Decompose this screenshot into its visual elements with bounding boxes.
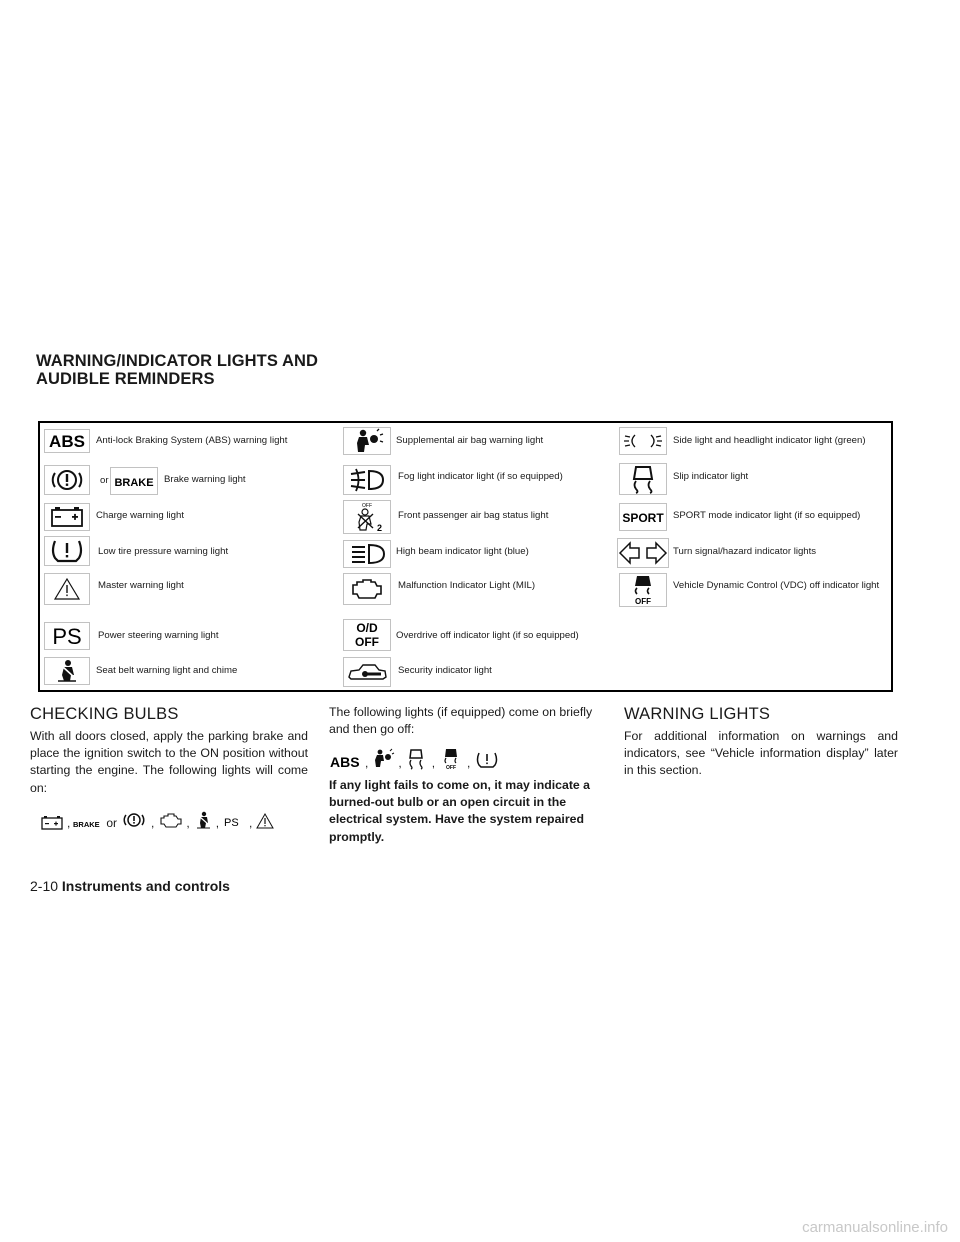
table-label: Fog light indicator light (if so equipped): [398, 471, 563, 482]
security-icon: [343, 657, 391, 687]
table-label: Seat belt warning light and chime: [96, 665, 238, 676]
high-beam-icon: [343, 540, 391, 568]
seat-belt-icon: [193, 810, 213, 830]
table-label: Malfunction Indicator Light (MIL): [398, 580, 536, 591]
abs-icon: [44, 429, 90, 453]
checking-bulbs-paragraph: With all doors closed, apply the parking brake and place the ignition switch to the ON position without starting the engine. The following lights will come on:: [30, 729, 308, 795]
tire-pressure-icon: [473, 750, 501, 770]
section-title: WARNING/INDICATOR LIGHTS AND AUDIBLE REMINDERS: [36, 352, 319, 388]
table-label: Charge warning light: [96, 510, 184, 521]
vdc-off-icon: [619, 573, 667, 607]
master-warning-icon: [44, 573, 90, 605]
table-label: Vehicle Dynamic Control (VDC) off indicator light: [673, 580, 880, 591]
turn-signal-icon: [617, 538, 669, 568]
or-text: or: [100, 475, 109, 486]
chapter-title: Instruments and controls: [61, 878, 230, 894]
airbag-icon: [371, 748, 395, 770]
brake-circle-icon: [44, 465, 90, 495]
briefly-on-icon-row: ABS , , , OFF ,: [330, 748, 501, 770]
svg-text:PS: PS: [52, 624, 82, 649]
table-label: Master warning light: [98, 580, 184, 591]
svg-text:2: 2: [377, 523, 383, 533]
side-light-icon: [619, 427, 667, 455]
table-label: Turn signal/hazard indicator lights: [673, 546, 817, 557]
table-label: Supplemental air bag warning light: [396, 435, 544, 446]
battery-icon: [44, 503, 90, 531]
svg-text:OFF: OFF: [446, 765, 457, 770]
table-label: High beam indicator light (blue): [396, 546, 529, 557]
table-label: Low tire pressure warning light: [98, 546, 229, 557]
svg-text:OFF: OFF: [355, 635, 379, 649]
seat-belt-icon: [44, 657, 90, 685]
table-label: Power steering warning light: [98, 630, 219, 641]
power-steering-icon: [222, 814, 246, 830]
indicator-light-table: [38, 421, 893, 692]
slip-icon: [405, 748, 429, 770]
battery-icon: [40, 814, 64, 830]
table-label: Side light and headlight indicator light (green): [673, 435, 866, 446]
overdrive-off-icon: [343, 619, 391, 651]
svg-text:ABS: ABS: [330, 754, 360, 770]
briefly-on-paragraph: The following lights (if equipped) come on briefly and then go off:: [329, 705, 593, 737]
table-label: Overdrive off indicator light (if so equipped): [396, 630, 579, 641]
brake-circle-icon: [120, 810, 148, 830]
svg-text:OFF: OFF: [362, 503, 372, 509]
svg-text:BRAKE: BRAKE: [73, 820, 101, 829]
abs-icon: [330, 752, 362, 770]
svg-text:SPORT: SPORT: [622, 511, 664, 525]
sport-icon: [619, 503, 667, 531]
table-label: Front passenger air bag status light: [398, 510, 549, 521]
svg-text:O/D: O/D: [356, 621, 378, 635]
page-number: 2-10: [30, 878, 59, 894]
checking-bulbs-heading: CHECKING BULBS: [30, 705, 179, 723]
svg-text:BRAKE: BRAKE: [114, 477, 154, 489]
table-label: Anti-lock Braking System (ABS) warning light: [96, 435, 288, 446]
engine-icon: [157, 810, 183, 830]
table-label: SPORT mode indicator light (if so equipped): [673, 510, 861, 521]
engine-icon: [343, 573, 391, 605]
power-steering-icon: [44, 622, 90, 650]
watermark: carmanualsonline.info: [802, 1219, 948, 1236]
table-label: Brake warning light: [164, 474, 246, 485]
warning-lights-paragraph: For additional information on warnings and indicators, see “Vehicle information display” later in this section.: [624, 729, 898, 778]
page-footer: [30, 878, 230, 894]
failure-warning-paragraph: If any light fails to come on, it may indicate a burned-out bulb or an open circuit in the electrical system. Have the system repaired promptly.: [329, 778, 591, 844]
brake-text-icon: [73, 818, 103, 830]
svg-text:OFF: OFF: [635, 597, 651, 606]
vdc-off-icon: [438, 748, 464, 770]
svg-text:ABS: ABS: [49, 432, 85, 451]
airbag-icon: [343, 427, 391, 455]
master-warning-icon: [255, 812, 275, 830]
table-label: Slip indicator light: [673, 471, 749, 482]
warning-lights-heading: WARNING LIGHTS: [624, 705, 771, 723]
checking-bulbs-icon-row: , BRAKE or , , , PS ,: [40, 810, 275, 830]
passenger-airbag-icon: [343, 500, 391, 534]
fog-light-icon: [343, 465, 391, 495]
svg-text:PS: PS: [224, 817, 239, 829]
tire-pressure-icon: [44, 536, 90, 566]
slip-icon: [619, 463, 667, 495]
brake-text-icon: [110, 467, 158, 495]
table-label: Security indicator light: [398, 665, 492, 676]
